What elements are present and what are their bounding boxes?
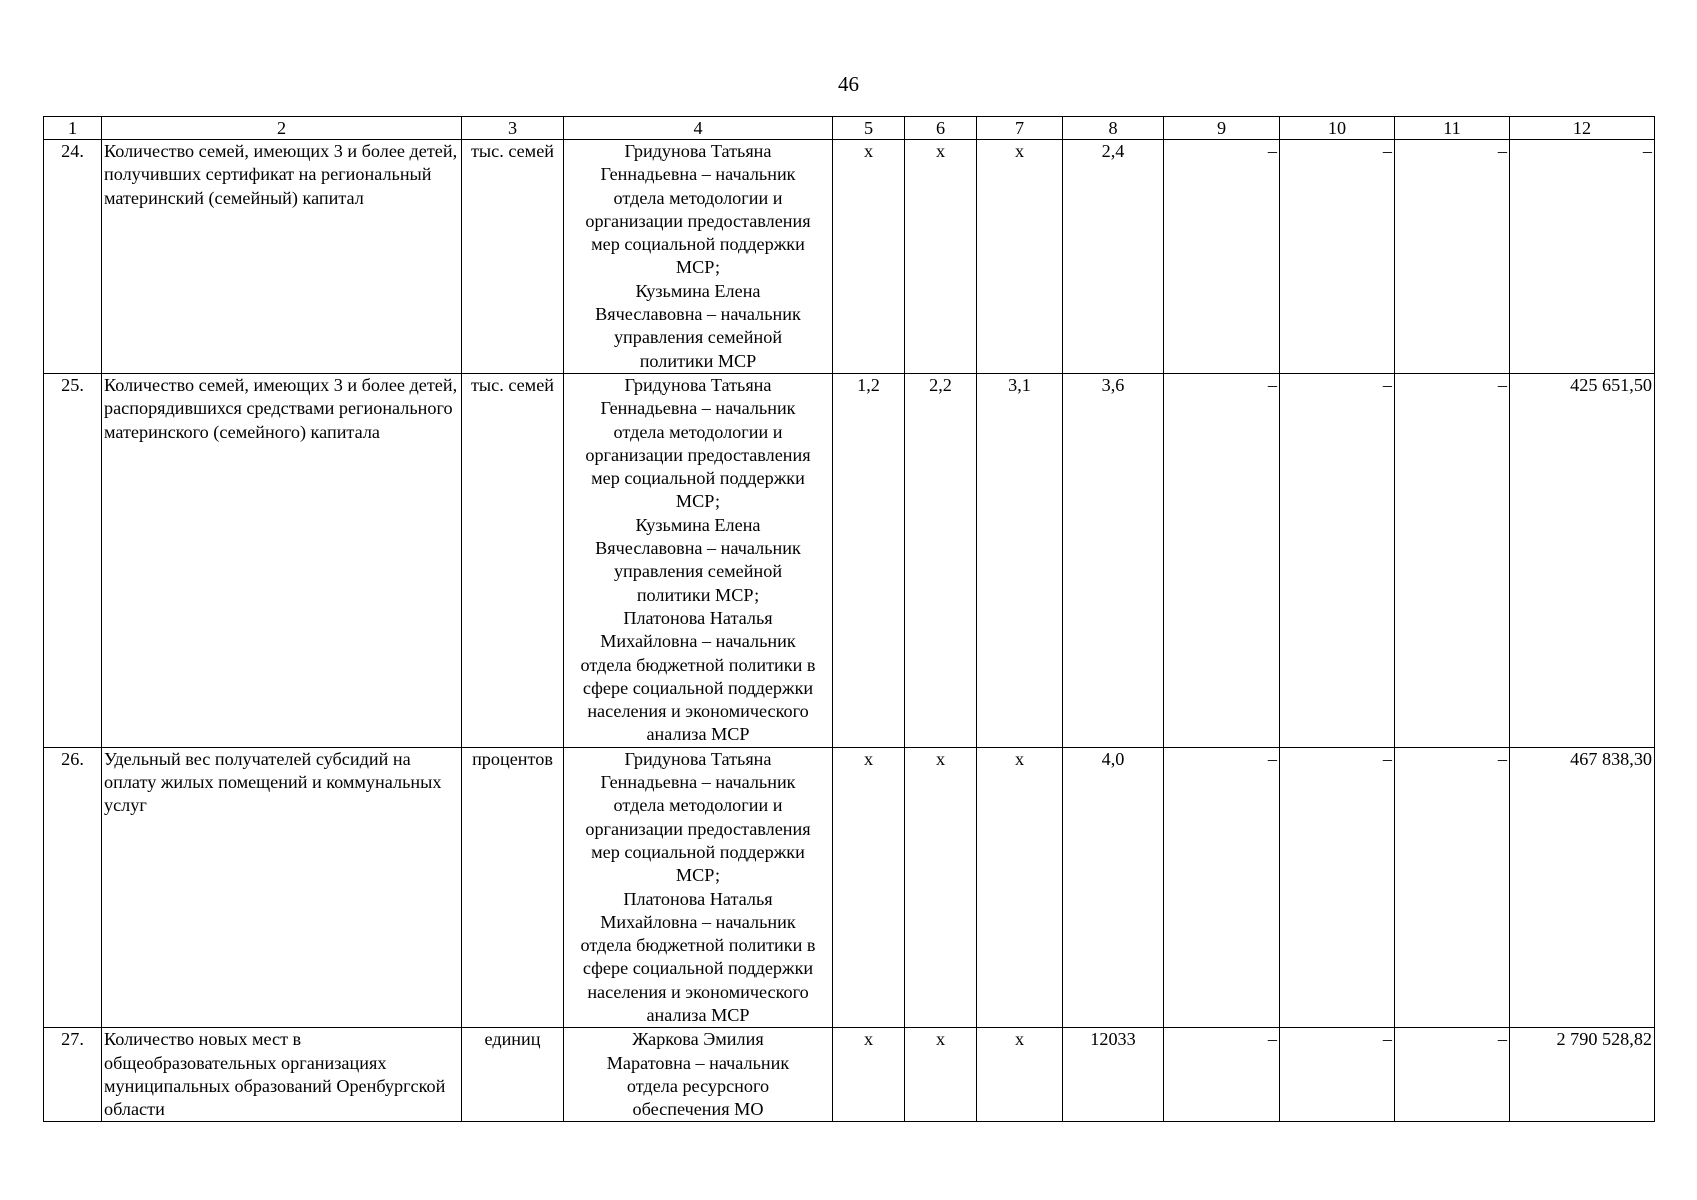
responsible-line: сфере социальной поддержки [582,958,814,979]
header-cell-1: 1 [44,117,102,140]
responsible-line: отдела методологии и [613,421,783,442]
value-cell-12: 425 651,50 [1510,373,1655,747]
responsible-line: Вячеславовна – начальник [595,538,801,559]
responsible-line: Платонова Наталья [623,888,773,909]
responsible-line: организации предоставления [585,210,811,231]
value-cell-9: – [1164,1028,1280,1122]
header-cell-6: 6 [905,117,977,140]
value-cell-8: 3,6 [1063,373,1164,747]
responsible-line: Гридунова Татьяна [624,374,772,395]
value-cell-6: х [905,747,977,1028]
responsible-line: мер социальной поддержки [591,841,805,862]
responsible-line: МСР; [675,491,721,512]
responsible-line: отдела методологии и [613,187,783,208]
responsible-line: анализа МСР [646,724,750,745]
value-cell-9: – [1164,140,1280,374]
indicator-name-cell: Количество новых мест в общеобразовательных организациях муниципальных образований Оренбургской области [102,1028,462,1122]
header-cell-2: 2 [102,117,462,140]
responsible-line: населения и экономического [587,981,809,1002]
value-cell-8: 12033 [1063,1028,1164,1122]
responsible-cell [564,373,833,747]
indicators-table [43,116,1655,1122]
responsible-line: отдела бюджетной политики в [580,935,816,956]
responsible-line: политики МСР [639,350,757,371]
value-cell-11: – [1395,747,1510,1028]
responsible-line: Вячеславовна – начальник [595,304,801,325]
indicator-name-cell: Удельный вес получателей субсидий на оплату жилых помещений и коммунальных услуг [102,747,462,1028]
responsible-line: Кузьмина Елена [635,280,761,301]
responsible-line: мер социальной поддержки [591,468,805,489]
unit-cell: единиц [462,1028,564,1122]
responsible-line: Геннадьевна – начальник [600,398,796,419]
indicator-name-cell: Количество семей, имеющих 3 и более детей, получивших сертификат на региональный материнский (семейный) капитал [102,140,462,374]
unit-cell: тыс. семей [462,373,564,747]
responsible-line: Гридунова Татьяна [624,748,772,769]
value-cell-12: – [1510,140,1655,374]
value-cell-7: х [977,747,1063,1028]
table-row [44,373,1655,747]
responsible-line: Платонова Наталья [623,607,773,628]
value-cell-5: 1,2 [833,373,905,747]
responsible-line: управления семейной [613,327,783,348]
responsible-line: Кузьмина Елена [635,514,761,535]
responsible-line: Жаркова Эмилия [632,1029,764,1050]
header-cell-8: 8 [1063,117,1164,140]
header-cell-12: 12 [1510,117,1655,140]
responsible-line: отдела методологии и [613,795,783,816]
value-cell-10: – [1280,373,1395,747]
responsible-line: отдела ресурсного [626,1075,770,1096]
unit-cell: процентов [462,747,564,1028]
responsible-cell [564,1028,833,1122]
responsible-line: Михайловна – начальник [600,631,796,652]
indicator-name-cell: Количество семей, имеющих 3 и более детей, распорядившихся средствами регионального материнского (семейного) капитала [102,373,462,747]
row-number-cell: 26. [44,747,102,1028]
row-number-cell: 25. [44,373,102,747]
responsible-line: МСР; [675,865,721,886]
header-row [44,117,1655,140]
header-cell-11: 11 [1395,117,1510,140]
responsible-line: отдела бюджетной политики в [580,654,816,675]
header-cell-5: 5 [833,117,905,140]
responsible-cell [564,140,833,374]
responsible-line: Геннадьевна – начальник [600,164,796,185]
value-cell-7: х [977,140,1063,374]
responsible-line: МСР; [675,257,721,278]
value-cell-10: – [1280,1028,1395,1122]
responsible-line: организации предоставления [585,444,811,465]
value-cell-10: – [1280,140,1395,374]
value-cell-7: х [977,1028,1063,1122]
responsible-line: мер социальной поддержки [591,234,805,255]
value-cell-11: – [1395,373,1510,747]
value-cell-7: 3,1 [977,373,1063,747]
value-cell-10: – [1280,747,1395,1028]
header-cell-4: 4 [564,117,833,140]
responsible-line: Геннадьевна – начальник [600,772,796,793]
responsible-line: организации предоставления [585,818,811,839]
responsible-line: населения и экономического [587,701,809,722]
value-cell-8: 4,0 [1063,747,1164,1028]
table-row [44,140,1655,374]
responsible-line: Михайловна – начальник [600,911,796,932]
value-cell-5: х [833,140,905,374]
responsible-line: анализа МСР [646,1004,750,1025]
table-body [44,140,1655,1122]
unit-cell: тыс. семей [462,140,564,374]
value-cell-9: – [1164,373,1280,747]
header-cell-9: 9 [1164,117,1280,140]
value-cell-5: х [833,1028,905,1122]
value-cell-6: х [905,140,977,374]
value-cell-5: х [833,747,905,1028]
value-cell-11: – [1395,140,1510,374]
value-cell-12: 467 838,30 [1510,747,1655,1028]
table-row [44,747,1655,1028]
responsible-line: сфере социальной поддержки [582,677,814,698]
value-cell-11: – [1395,1028,1510,1122]
responsible-line: Гридунова Татьяна [624,141,772,161]
responsible-cell [564,747,833,1028]
header-cell-7: 7 [977,117,1063,140]
responsible-line: обеспечения МО [632,1099,764,1120]
value-cell-6: х [905,1028,977,1122]
value-cell-12: 2 790 528,82 [1510,1028,1655,1122]
header-cell-10: 10 [1280,117,1395,140]
row-number-cell: 27. [44,1028,102,1122]
value-cell-8: 2,4 [1063,140,1164,374]
table-row [44,1028,1655,1122]
responsible-line: Маратовна – начальник [606,1052,790,1073]
responsible-line: управления семейной [613,561,783,582]
responsible-line: политики МСР; [636,584,760,605]
header-cell-3: 3 [462,117,564,140]
value-cell-9: – [1164,747,1280,1028]
page-number: 46 [838,72,859,96]
row-number-cell: 24. [44,140,102,374]
value-cell-6: 2,2 [905,373,977,747]
